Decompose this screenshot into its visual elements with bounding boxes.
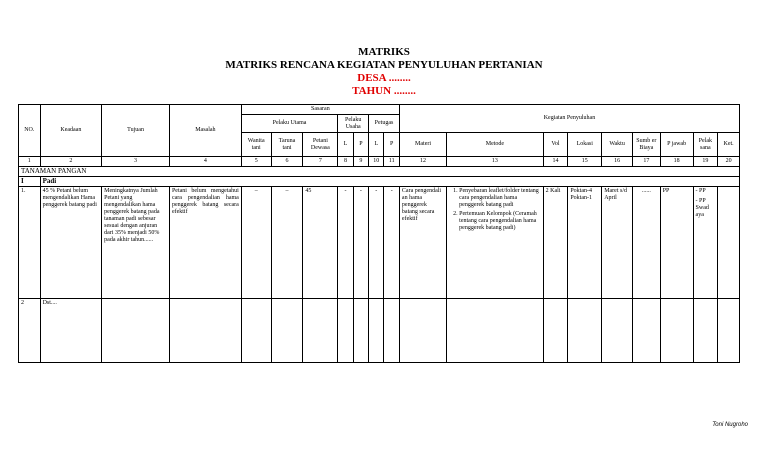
header-vol: Vol bbox=[543, 133, 568, 157]
col-number: 20 bbox=[718, 157, 740, 167]
metode-item: 2. Pertemuan Kelompok (Ceramah tentang cara pengendalian hama penggerek batang padi) bbox=[459, 211, 541, 232]
row1-wanita: – bbox=[241, 187, 271, 299]
header-pelaku-usaha: Pelaku Usaha bbox=[338, 115, 369, 133]
col-number: 8 bbox=[338, 157, 353, 167]
author-footer: Toni Nugroho bbox=[712, 422, 748, 428]
col-number: 10 bbox=[369, 157, 384, 167]
row1-dewasa: 45 bbox=[303, 187, 338, 299]
col-number: 3 bbox=[102, 157, 170, 167]
header-tujuan: Tujuan bbox=[102, 105, 170, 157]
pelaksana-item: - PP bbox=[695, 188, 706, 194]
row1-waktu: Maret s/d April bbox=[602, 187, 633, 299]
row1-p1: - bbox=[353, 187, 368, 299]
row1-p2: - bbox=[384, 187, 399, 299]
row1-l2: - bbox=[369, 187, 384, 299]
header-ket: Ket. bbox=[718, 133, 740, 157]
header-petugas: Petugas bbox=[369, 115, 400, 133]
col-number: 13 bbox=[447, 157, 544, 167]
header-l1: L bbox=[338, 133, 353, 157]
header-keadaan: Keadaan bbox=[40, 105, 102, 157]
title-matriks: MATRIKS bbox=[358, 46, 410, 58]
subsection-label: Padi bbox=[40, 177, 739, 187]
header-sasaran: Sasaran bbox=[241, 105, 399, 115]
lokasi-item: Poktan-4 bbox=[570, 188, 592, 194]
title-tahun: TAHUN ........ bbox=[352, 85, 416, 97]
metode-item: 1. Penyebaran leaflet/folder tentang cara pengendalian hama penggerek batang padi bbox=[459, 188, 541, 209]
header-petani-dewasa: Petani Dewasa bbox=[303, 133, 338, 157]
header-pelaku-utama: Pelaku Utama bbox=[241, 115, 338, 133]
row1-lokasi bbox=[568, 187, 602, 299]
row1-l1: - bbox=[338, 187, 353, 299]
col-number: 14 bbox=[543, 157, 568, 167]
pelaksana-item: - PP Swad aya bbox=[695, 198, 709, 218]
header-wanita-tani: Wanita tani bbox=[241, 133, 271, 157]
row1-tujuan: Meningkatnya Jumlah Petani yang mengendalikan hama penggerek batang pada tanaman padi sebesar sesuai dengan anjuran dari 35% menjadi 50% pada akhir tahun...... bbox=[102, 187, 170, 299]
header-p2: P bbox=[384, 133, 399, 157]
col-number: 1 bbox=[19, 157, 41, 167]
col-number: 9 bbox=[353, 157, 368, 167]
header-lokasi: Lokasi bbox=[568, 133, 602, 157]
col-number: 16 bbox=[602, 157, 633, 167]
section-roman: I bbox=[19, 177, 41, 187]
document-title-block bbox=[0, 46, 768, 98]
table-row bbox=[19, 299, 740, 363]
col-number: 4 bbox=[169, 157, 241, 167]
col-number: 15 bbox=[568, 157, 602, 167]
row1-masalah: Petani belum mengetahui cara pengendalian hama penggerek batang secara efektif bbox=[169, 187, 241, 299]
row1-pjawab: PP bbox=[660, 187, 693, 299]
column-number-row bbox=[19, 157, 740, 167]
row1-no: 1. bbox=[19, 187, 41, 299]
title-main: MATRIKS RENCANA KEGIATAN PENYULUHAN PERTANIAN bbox=[225, 59, 543, 71]
row1-sumber: ...... bbox=[632, 187, 660, 299]
col-number: 6 bbox=[271, 157, 303, 167]
lokasi-item: Poktan-1 bbox=[570, 195, 592, 201]
header-materi: Materi bbox=[399, 133, 446, 157]
col-number: 11 bbox=[384, 157, 399, 167]
col-number: 2 bbox=[40, 157, 102, 167]
row1-taruna: – bbox=[271, 187, 303, 299]
header-metode: Metode bbox=[447, 133, 544, 157]
col-number: 12 bbox=[399, 157, 446, 167]
section-label: TANAMAN PANGAN bbox=[19, 167, 740, 177]
col-number: 17 bbox=[632, 157, 660, 167]
row2-keadaan: Dst.... bbox=[40, 299, 102, 363]
matrix-table bbox=[18, 104, 740, 363]
col-number: 5 bbox=[241, 157, 271, 167]
col-number: 19 bbox=[693, 157, 718, 167]
row1-pelaksana bbox=[693, 187, 718, 299]
row1-vol: 2 Kali bbox=[543, 187, 568, 299]
row1-metode bbox=[447, 187, 544, 299]
table-row bbox=[19, 187, 740, 299]
header-no: NO. bbox=[19, 105, 41, 157]
col-number: 7 bbox=[303, 157, 338, 167]
header-sumber-biaya: Sumb er Biaya bbox=[632, 133, 660, 157]
col-number: 18 bbox=[660, 157, 693, 167]
row1-ket bbox=[718, 187, 740, 299]
header-l2: L bbox=[369, 133, 384, 157]
header-pelaksana: Pelak sana bbox=[693, 133, 718, 157]
header-p-jawab: P jawab bbox=[660, 133, 693, 157]
header-kegiatan: Kegiatan Penyuluhan bbox=[399, 105, 739, 133]
header-p1: P bbox=[353, 133, 368, 157]
row1-materi: Cara pengendali an hama penggerek batang secara efektif bbox=[399, 187, 446, 299]
row1-keadaan: 45 % Petani belum mengendalikan Hama penggerek batang padi bbox=[40, 187, 102, 299]
row2-no: 2 bbox=[19, 299, 41, 363]
header-waktu: Waktu bbox=[602, 133, 633, 157]
header-taruna-tani: Taruna tani bbox=[271, 133, 303, 157]
header-masalah: Masalah bbox=[169, 105, 241, 157]
title-desa: DESA ........ bbox=[357, 72, 411, 84]
